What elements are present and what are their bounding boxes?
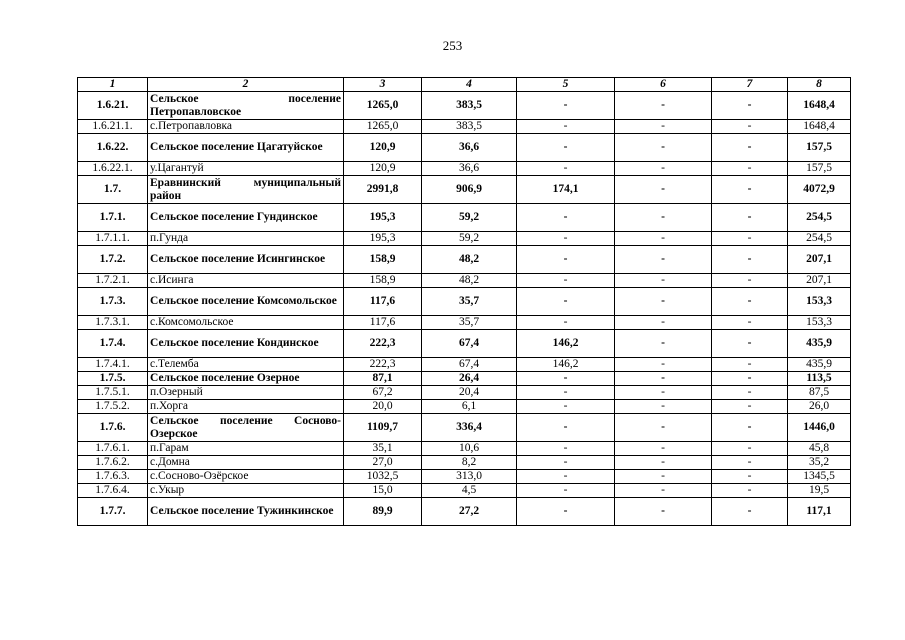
cell-col6: -	[615, 386, 712, 400]
cell-col7: -	[712, 400, 788, 414]
cell-col3: 2991,8	[344, 176, 422, 204]
row-code-cell: 1.7.6.2.	[78, 456, 148, 470]
cell-col8: 1446,0	[788, 414, 851, 442]
cell-col5: -	[517, 442, 615, 456]
cell-col4: 8,2	[422, 456, 517, 470]
cell-col8: 207,1	[788, 274, 851, 288]
cell-col7: -	[712, 414, 788, 442]
row-name-cell: Сельское поселение Гундинское	[148, 204, 344, 232]
cell-col8: 435,9	[788, 330, 851, 358]
cell-col8: 113,5	[788, 372, 851, 386]
cell-col8: 45,8	[788, 442, 851, 456]
cell-col3: 1265,0	[344, 92, 422, 120]
cell-col4: 67,4	[422, 330, 517, 358]
table-row	[78, 358, 851, 372]
page-number: 253	[442, 38, 463, 53]
column-header: 8	[788, 78, 851, 92]
table-row	[78, 134, 851, 162]
cell-col3: 117,6	[344, 316, 422, 330]
table-row	[78, 316, 851, 330]
cell-col6: -	[615, 246, 712, 274]
table-row	[78, 246, 851, 274]
row-name-cell: Сельское поселение Петропавловское	[148, 92, 344, 120]
cell-col7: -	[712, 246, 788, 274]
cell-col8: 207,1	[788, 246, 851, 274]
table-row	[78, 470, 851, 484]
cell-col4: 10,6	[422, 442, 517, 456]
cell-col8: 1648,4	[788, 92, 851, 120]
row-code-cell: 1.7.6.	[78, 414, 148, 442]
cell-col8: 35,2	[788, 456, 851, 470]
row-name-cell: Сельское поселение Комсомольское	[148, 288, 344, 316]
cell-col7: -	[712, 232, 788, 246]
cell-col6: -	[615, 162, 712, 176]
cell-col4: 36,6	[422, 134, 517, 162]
cell-col7: -	[712, 120, 788, 134]
cell-col7: -	[712, 288, 788, 316]
cell-col4: 67,4	[422, 358, 517, 372]
table-row	[78, 232, 851, 246]
cell-col4: 20,4	[422, 386, 517, 400]
row-name-cell: Сельское поселение Тужинкинское	[148, 498, 344, 526]
cell-col5: -	[517, 484, 615, 498]
cell-col6: -	[615, 204, 712, 232]
cell-col3: 195,3	[344, 204, 422, 232]
table-row	[78, 288, 851, 316]
cell-col5: -	[517, 162, 615, 176]
cell-col6: -	[615, 274, 712, 288]
cell-col6: -	[615, 176, 712, 204]
cell-col4: 59,2	[422, 232, 517, 246]
cell-col6: -	[615, 414, 712, 442]
cell-col8: 254,5	[788, 232, 851, 246]
cell-col8: 19,5	[788, 484, 851, 498]
cell-col4: 26,4	[422, 372, 517, 386]
column-header: 5	[517, 78, 615, 92]
row-name-cell: с.Комсомольское	[148, 316, 344, 330]
cell-col3: 120,9	[344, 162, 422, 176]
row-name-cell: Сельское поселение Исингинское	[148, 246, 344, 274]
cell-col6: -	[615, 498, 712, 526]
cell-col5: -	[517, 92, 615, 120]
row-code-cell: 1.7.2.1.	[78, 274, 148, 288]
cell-col7: -	[712, 176, 788, 204]
table-row	[78, 120, 851, 134]
row-code-cell: 1.7.2.	[78, 246, 148, 274]
table-row	[78, 400, 851, 414]
cell-col7: -	[712, 204, 788, 232]
row-code-cell: 1.7.4.	[78, 330, 148, 358]
row-code-cell: 1.6.21.1.	[78, 120, 148, 134]
cell-col7: -	[712, 162, 788, 176]
cell-col8: 1648,4	[788, 120, 851, 134]
cell-col6: -	[615, 232, 712, 246]
cell-col4: 48,2	[422, 246, 517, 274]
cell-col7: -	[712, 274, 788, 288]
cell-col4: 35,7	[422, 288, 517, 316]
row-code-cell: 1.6.22.1.	[78, 162, 148, 176]
column-header: 7	[712, 78, 788, 92]
cell-col6: -	[615, 92, 712, 120]
row-name-cell: с.Домна	[148, 456, 344, 470]
cell-col4: 4,5	[422, 484, 517, 498]
cell-col4: 27,2	[422, 498, 517, 526]
cell-col8: 157,5	[788, 134, 851, 162]
cell-col8: 4072,9	[788, 176, 851, 204]
row-name-cell: п.Хорга	[148, 400, 344, 414]
cell-col5: -	[517, 372, 615, 386]
cell-col6: -	[615, 288, 712, 316]
cell-col3: 222,3	[344, 330, 422, 358]
row-name-cell: п.Гунда	[148, 232, 344, 246]
cell-col6: -	[615, 372, 712, 386]
row-code-cell: 1.7.7.	[78, 498, 148, 526]
cell-col7: -	[712, 330, 788, 358]
row-code-cell: 1.7.5.	[78, 372, 148, 386]
row-code-cell: 1.7.5.2.	[78, 400, 148, 414]
cell-col5: 146,2	[517, 358, 615, 372]
table-row	[78, 92, 851, 120]
cell-col3: 1109,7	[344, 414, 422, 442]
cell-col3: 117,6	[344, 288, 422, 316]
table-header-row	[78, 78, 851, 92]
row-name-cell: с.Укыр	[148, 484, 344, 498]
column-header: 4	[422, 78, 517, 92]
cell-col6: -	[615, 134, 712, 162]
cell-col5: -	[517, 400, 615, 414]
row-code-cell: 1.7.5.1.	[78, 386, 148, 400]
cell-col3: 87,1	[344, 372, 422, 386]
cell-col6: -	[615, 484, 712, 498]
row-code-cell: 1.7.4.1.	[78, 358, 148, 372]
cell-col5: -	[517, 120, 615, 134]
table-row	[78, 330, 851, 358]
cell-col3: 158,9	[344, 246, 422, 274]
table-row	[78, 204, 851, 232]
cell-col7: -	[712, 316, 788, 330]
cell-col4: 906,9	[422, 176, 517, 204]
row-name-cell: п.Озерный	[148, 386, 344, 400]
cell-col5: 146,2	[517, 330, 615, 358]
table-row	[78, 176, 851, 204]
cell-col5: -	[517, 134, 615, 162]
cell-col7: -	[712, 92, 788, 120]
cell-col4: 48,2	[422, 274, 517, 288]
cell-col3: 20,0	[344, 400, 422, 414]
row-name-cell: с.Исинга	[148, 274, 344, 288]
table-row	[78, 498, 851, 526]
cell-col4: 383,5	[422, 92, 517, 120]
cell-col3: 89,9	[344, 498, 422, 526]
table-row	[78, 442, 851, 456]
row-code-cell: 1.7.6.3.	[78, 470, 148, 484]
table-row	[78, 274, 851, 288]
cell-col6: -	[615, 316, 712, 330]
row-code-cell: 1.7.3.	[78, 288, 148, 316]
cell-col8: 153,3	[788, 288, 851, 316]
column-header: 2	[148, 78, 344, 92]
cell-col8: 254,5	[788, 204, 851, 232]
cell-col7: -	[712, 358, 788, 372]
cell-col4: 313,0	[422, 470, 517, 484]
row-code-cell: 1.6.21.	[78, 92, 148, 120]
row-name-cell: с.Сосново-Озёрское	[148, 470, 344, 484]
cell-col5: -	[517, 246, 615, 274]
cell-col4: 36,6	[422, 162, 517, 176]
cell-col5: 174,1	[517, 176, 615, 204]
cell-col6: -	[615, 456, 712, 470]
row-name-cell: с.Петропавловка	[148, 120, 344, 134]
table-body	[78, 78, 851, 526]
cell-col3: 1032,5	[344, 470, 422, 484]
cell-col7: -	[712, 386, 788, 400]
table-row	[78, 456, 851, 470]
row-name-cell: Еравнинский муниципальный район	[148, 176, 344, 204]
cell-col8: 1345,5	[788, 470, 851, 484]
row-name-cell: п.Гарам	[148, 442, 344, 456]
row-code-cell: 1.7.1.1.	[78, 232, 148, 246]
cell-col5: -	[517, 498, 615, 526]
cell-col5: -	[517, 288, 615, 316]
cell-col4: 336,4	[422, 414, 517, 442]
table-row	[78, 414, 851, 442]
cell-col3: 195,3	[344, 232, 422, 246]
cell-col8: 153,3	[788, 316, 851, 330]
cell-col5: -	[517, 456, 615, 470]
row-code-cell: 1.7.6.1.	[78, 442, 148, 456]
cell-col4: 35,7	[422, 316, 517, 330]
table-row	[78, 386, 851, 400]
cell-col5: -	[517, 204, 615, 232]
cell-col6: -	[615, 400, 712, 414]
row-name-cell: Сельское поселение Кондинское	[148, 330, 344, 358]
row-code-cell: 1.7.3.1.	[78, 316, 148, 330]
column-header: 6	[615, 78, 712, 92]
cell-col4: 6,1	[422, 400, 517, 414]
column-header: 3	[344, 78, 422, 92]
cell-col7: -	[712, 470, 788, 484]
cell-col5: -	[517, 316, 615, 330]
row-name-cell: Сельское поселение Цагатуйское	[148, 134, 344, 162]
column-header: 1	[78, 78, 148, 92]
cell-col8: 87,5	[788, 386, 851, 400]
row-name-cell: с.Телемба	[148, 358, 344, 372]
table-row	[78, 372, 851, 386]
cell-col7: -	[712, 134, 788, 162]
cell-col7: -	[712, 456, 788, 470]
cell-col7: -	[712, 498, 788, 526]
cell-col6: -	[615, 470, 712, 484]
row-name-cell: Сельское поселение Озерное	[148, 372, 344, 386]
cell-col3: 67,2	[344, 386, 422, 400]
cell-col8: 157,5	[788, 162, 851, 176]
cell-col6: -	[615, 330, 712, 358]
cell-col3: 222,3	[344, 358, 422, 372]
cell-col7: -	[712, 372, 788, 386]
cell-col7: -	[712, 442, 788, 456]
cell-col5: -	[517, 274, 615, 288]
row-code-cell: 1.7.	[78, 176, 148, 204]
row-code-cell: 1.7.1.	[78, 204, 148, 232]
cell-col3: 35,1	[344, 442, 422, 456]
cell-col7: -	[712, 484, 788, 498]
cell-col4: 59,2	[422, 204, 517, 232]
table-row	[78, 484, 851, 498]
row-code-cell: 1.6.22.	[78, 134, 148, 162]
cell-col6: -	[615, 442, 712, 456]
cell-col3: 27,0	[344, 456, 422, 470]
cell-col3: 120,9	[344, 134, 422, 162]
cell-col4: 383,5	[422, 120, 517, 134]
cell-col8: 117,1	[788, 498, 851, 526]
data-table	[77, 77, 851, 526]
cell-col5: -	[517, 414, 615, 442]
cell-col6: -	[615, 358, 712, 372]
row-name-cell: Сельское поселение Сосново-Озерское	[148, 414, 344, 442]
cell-col3: 158,9	[344, 274, 422, 288]
row-name-cell: у.Цагантуй	[148, 162, 344, 176]
cell-col5: -	[517, 232, 615, 246]
cell-col8: 26,0	[788, 400, 851, 414]
cell-col6: -	[615, 120, 712, 134]
cell-col3: 1265,0	[344, 120, 422, 134]
table-row	[78, 162, 851, 176]
cell-col5: -	[517, 386, 615, 400]
cell-col8: 435,9	[788, 358, 851, 372]
row-code-cell: 1.7.6.4.	[78, 484, 148, 498]
cell-col3: 15,0	[344, 484, 422, 498]
cell-col5: -	[517, 470, 615, 484]
